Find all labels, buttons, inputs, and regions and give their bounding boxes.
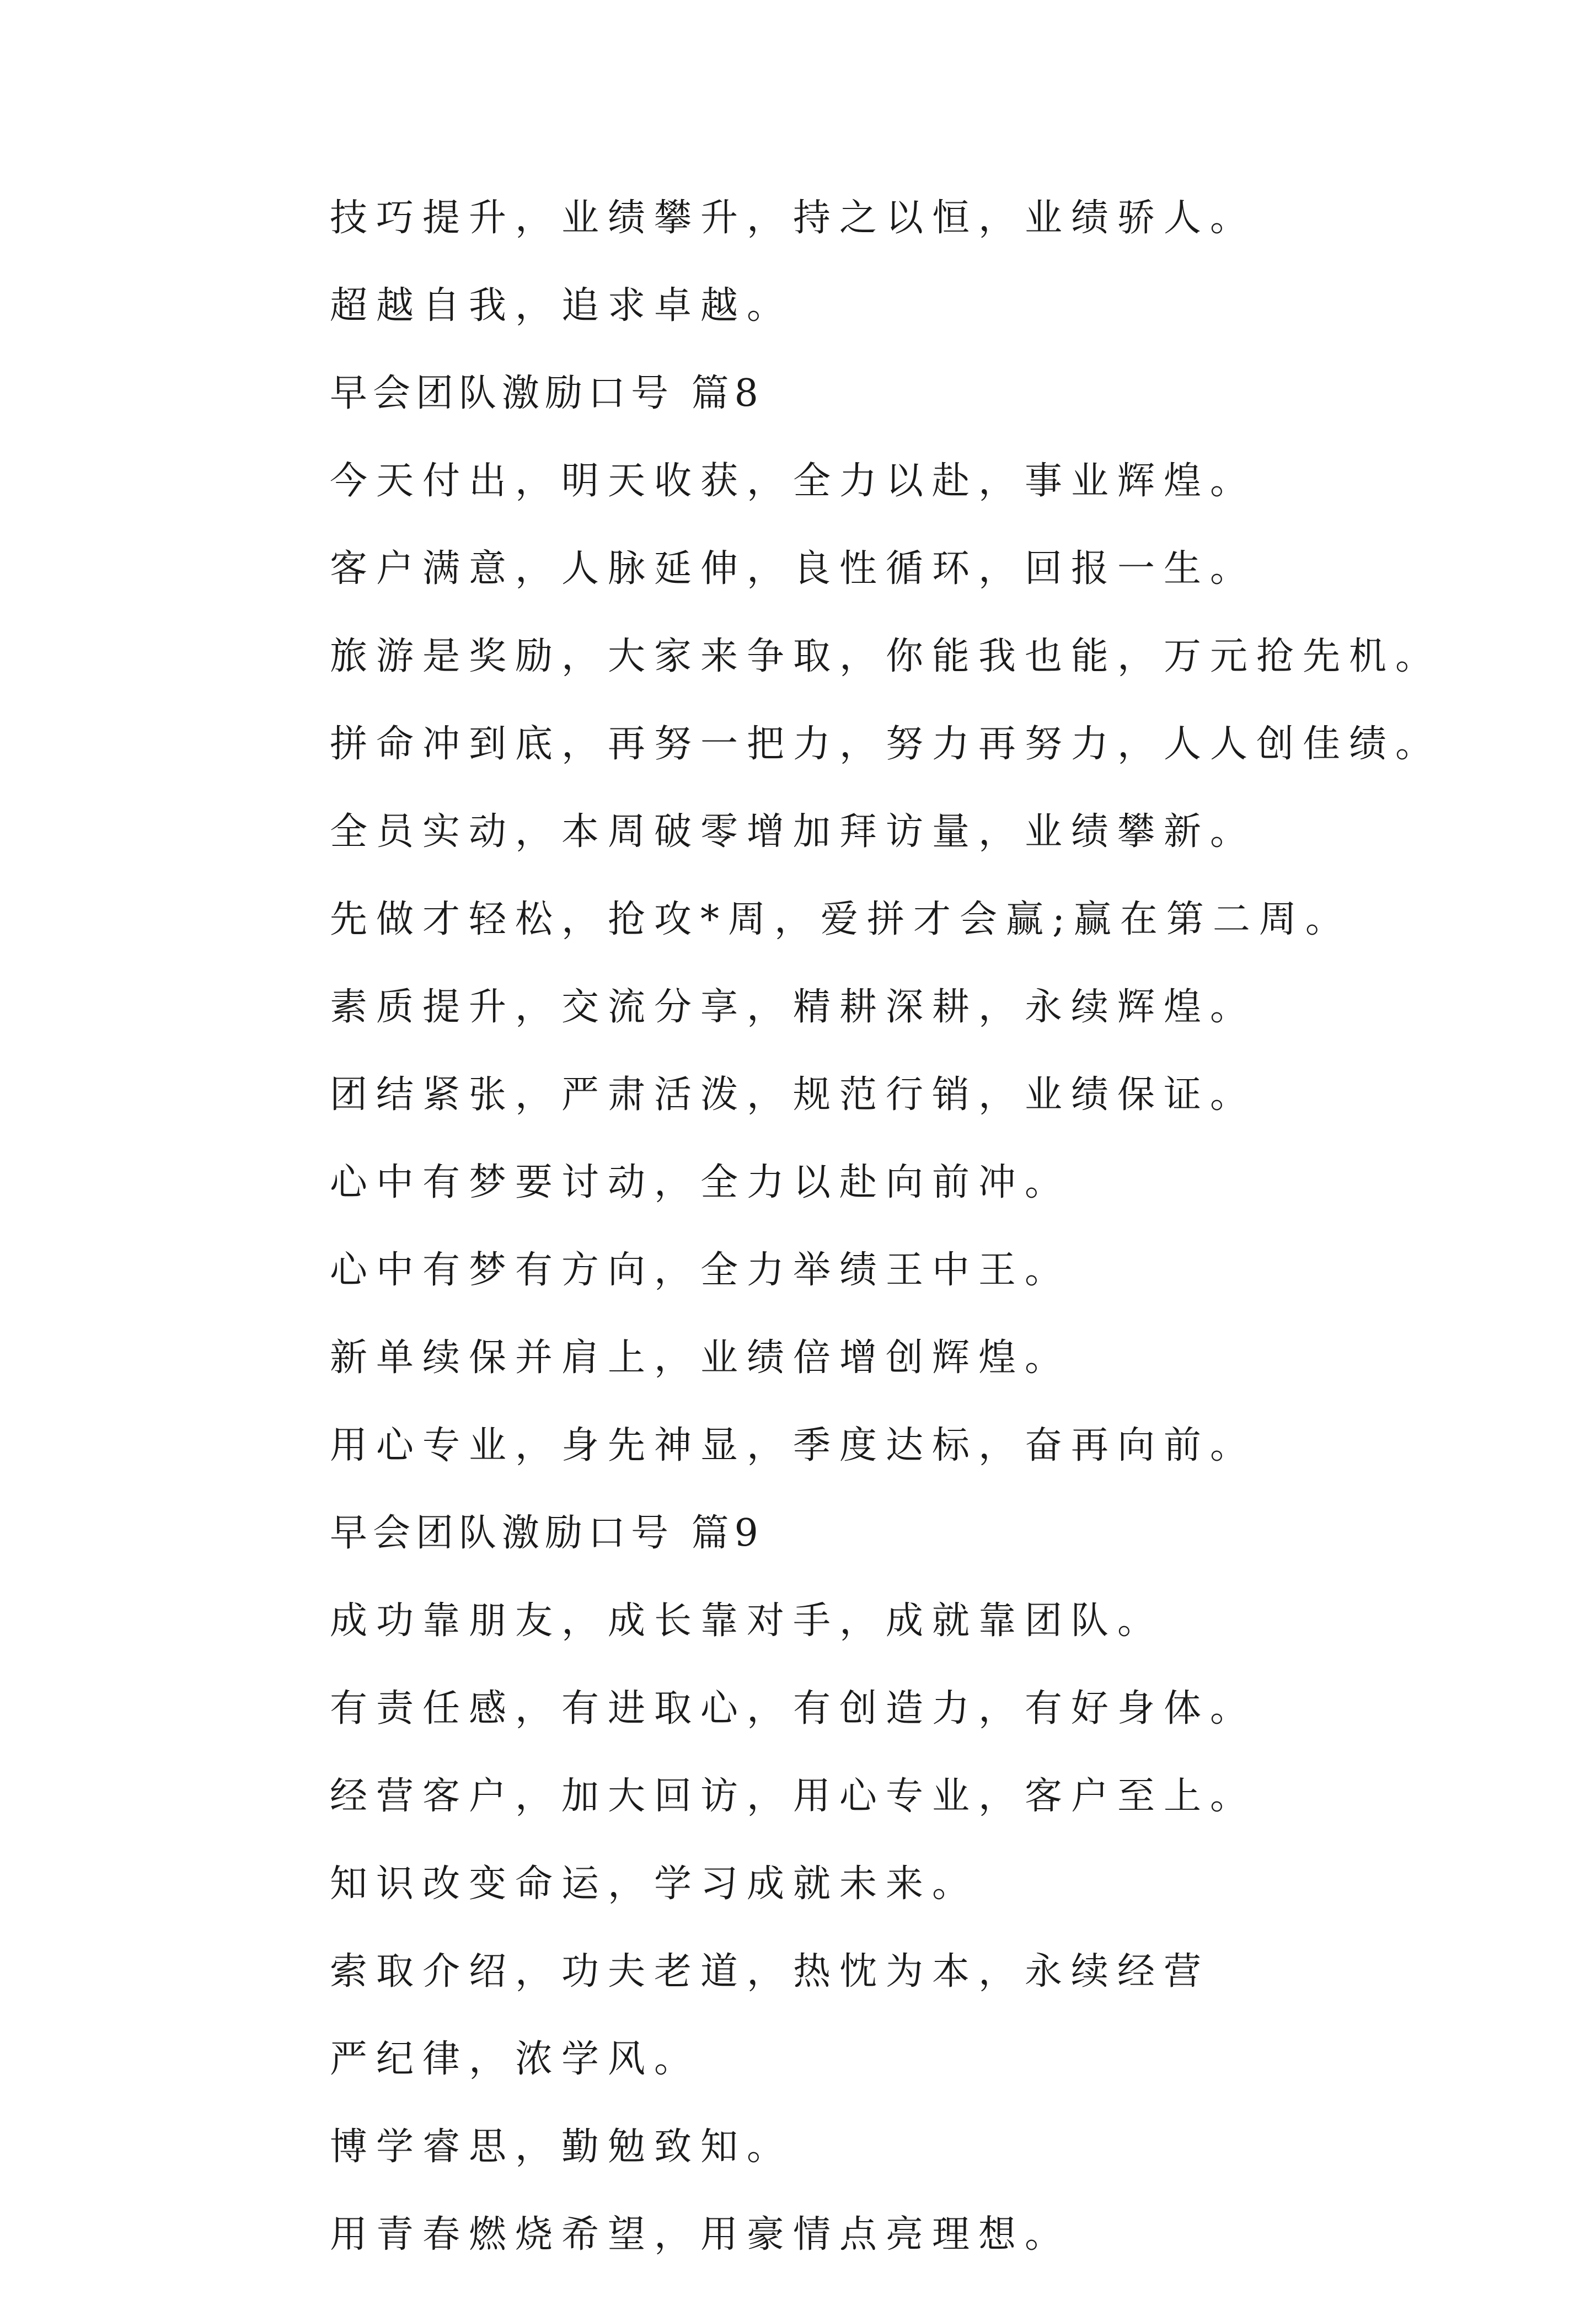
text-line: 用青春燃烧希望，用豪情点亮理想。 xyxy=(330,2213,1072,2256)
section-heading: 早会团队激励口号 篇9 xyxy=(330,1511,764,1555)
text-line: 心中有梦要讨动，全力以赴向前冲。 xyxy=(330,1161,1072,1204)
text-line: 经营客户，加大回访，用心专业，客户至上。 xyxy=(330,1774,1257,1818)
text-line: 全员实动，本周破零增加拜访量，业绩攀新。 xyxy=(330,810,1257,854)
text-line: 旅游是奖励，大家来争取，你能我也能，万元抢先机。 xyxy=(330,635,1442,678)
text-line: 用心专业，身先神显，季度达标，奋再向前。 xyxy=(330,1424,1257,1467)
text-line: 客户满意，人脉延伸，良性循环，回报一生。 xyxy=(330,547,1257,591)
text-line: 成功靠朋友，成长靠对手，成就靠团队。 xyxy=(330,1599,1164,1643)
text-line: 技巧提升，业绩攀升，持之以恒，业绩骄人。 xyxy=(330,196,1257,240)
text-line: 先做才轻松，抢攻*周，爱拼才会赢;赢在第二周。 xyxy=(330,898,1352,941)
text-line: 今天付出，明天收获，全力以赴，事业辉煌。 xyxy=(330,459,1257,503)
text-line: 严纪律，浓学风。 xyxy=(330,2038,701,2081)
document-body xyxy=(330,196,1466,2300)
text-line: 团结紧张，严肃活泼，规范行销，业绩保证。 xyxy=(330,1073,1257,1117)
text-line: 素质提升，交流分享，精耕深耕，永续辉煌。 xyxy=(330,985,1257,1029)
text-line: 心中有梦有方向，全力举绩王中王。 xyxy=(330,1248,1072,1292)
text-line: 博学睿思，勤勉致知。 xyxy=(330,2125,794,2169)
text-line: 新单续保并肩上，业绩倍增创辉煌。 xyxy=(330,1336,1072,1380)
text-line: 拼命冲到底，再努一把力，努力再努力，人人创佳绩。 xyxy=(330,722,1442,766)
section-heading: 早会团队激励口号 篇8 xyxy=(330,372,764,415)
text-line: 有责任感，有进取心，有创造力，有好身体。 xyxy=(330,1687,1257,1730)
text-line: 知识改变命运，学习成就未来。 xyxy=(330,1862,979,1906)
text-line: 索取介绍，功夫老道，热忱为本，永续经营 xyxy=(330,1950,1211,1993)
text-line: 超越自我，追求卓越。 xyxy=(330,284,794,328)
